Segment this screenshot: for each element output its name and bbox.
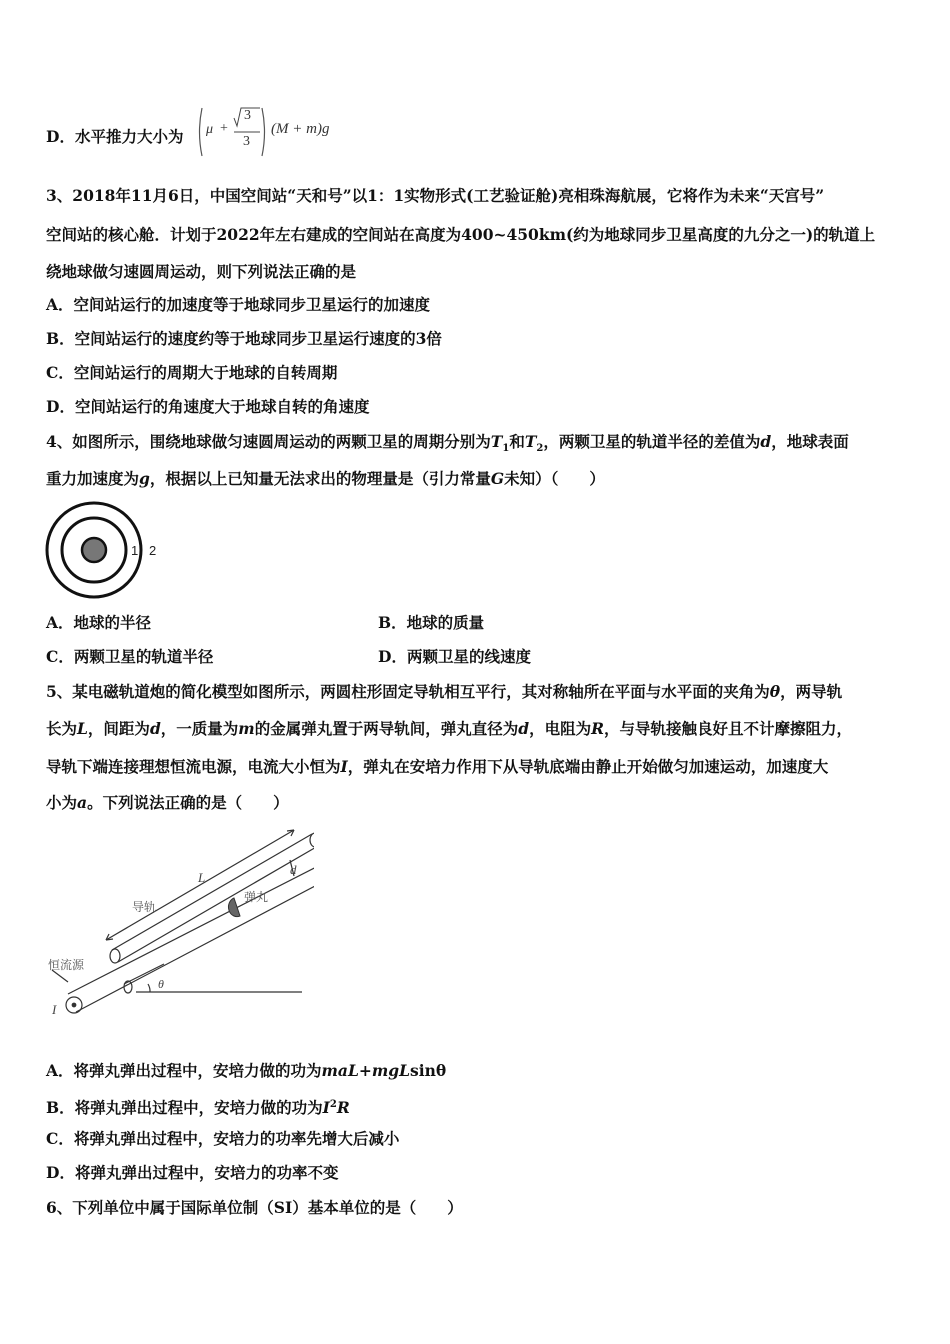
lower-rail-top xyxy=(68,862,314,994)
earth xyxy=(82,538,106,562)
q4-line1: 4、如图所示，围绕地球做匀速圆周运动的两颗卫星的周期分别为$T_1$和$T_2$，两颗卫星的轨道半径的差值为d，地球表面 xyxy=(46,432,849,455)
formula-box xyxy=(196,104,356,160)
q5-option-d: D．将弹丸弹出过程中，安培力的功率不变 xyxy=(46,1163,339,1182)
q3-option-d: D．空间站运行的角速度大于地球自转的角速度 xyxy=(46,397,370,416)
q5-line1: 5、某电磁轨道炮的简化模型如图所示，两圆柱形固定导轨相互平行，其对称轴所在平面与水平面的夹角为θ，两导轨 xyxy=(46,682,843,701)
q4-option-d: D．两颗卫星的线速度 xyxy=(378,647,531,666)
label-rail: 导轨 xyxy=(132,900,157,914)
q3-option-c: C．空间站运行的周期大于地球的自转周期 xyxy=(46,363,338,382)
label-ball: 弹丸 xyxy=(244,890,269,904)
q3-option-b: B．空间站运行的速度约等于地球同步卫星运行速度的3倍 xyxy=(46,329,442,348)
q5-line2: 长为L，间距为d，一质量为m的金属弹丸置于两导轨间，弹丸直径为d，电阻为R，与导轨接触良好且不计摩擦阻力， xyxy=(46,719,852,738)
orbit-label-2: 2 xyxy=(149,543,157,558)
label-d: d xyxy=(290,862,297,877)
q5-line4: 小为a。下列说法正确的是（ ） xyxy=(46,793,289,812)
railgun-figure xyxy=(44,822,314,1027)
label-theta: θ xyxy=(158,977,164,991)
upper-rail-end xyxy=(110,949,120,963)
railgun-svg xyxy=(44,822,314,1027)
prev-option-d: D．水平推力大小为 xyxy=(46,127,184,146)
q5-option-c: C．将弹丸弹出过程中，安培力的功率先增大后减小 xyxy=(46,1129,400,1148)
label-I: I xyxy=(52,1002,57,1017)
q4-option-a: A．地球的半径 xyxy=(46,613,152,632)
current-source-dot xyxy=(72,1003,76,1007)
label-source: 恒流源 xyxy=(48,958,85,972)
q5-option-a: A．将弹丸弹出过程中，安培力做的功为maL+mgLsinθ xyxy=(46,1061,447,1080)
q3-line2: 空间站的核心舱．计划于2022年左右建成的空间站在高度为400~450km(约为地球同步卫星高度的九分之一)的轨道上 xyxy=(46,225,876,244)
formula-sqrt-num: 3 xyxy=(244,108,251,123)
rail-front-end xyxy=(124,981,132,993)
q4-option-b: B．地球的质量 xyxy=(378,613,485,632)
formula-plus: + xyxy=(220,121,228,136)
formula-den: 3 xyxy=(243,134,250,149)
q3-option-a: A．空间站运行的加速度等于地球同步卫星运行的加速度 xyxy=(46,295,431,314)
q5-line3: 导轨下端连接理想恒流电源，电流大小恒为I，弹丸在安培力作用下从导轨底端由静止开始做匀加速运动，加速度大 xyxy=(46,757,829,776)
formula-tail: (M + m)g xyxy=(271,121,330,137)
orbit-figure xyxy=(44,500,164,600)
orbit-label-1: 1 xyxy=(131,543,139,558)
label-L: L xyxy=(198,870,206,885)
q4-line2: 重力加速度为g，根据以上已知量无法求出的物理量是（引力常量G未知）（ ） xyxy=(46,469,605,488)
upper-rail-top xyxy=(112,834,312,950)
orbit-figure-svg xyxy=(44,500,164,600)
q6-line1: 6、下列单位中属于国际单位制（SI）基本单位的是（ ） xyxy=(46,1198,463,1217)
theta-arc xyxy=(148,984,150,992)
formula-mu: μ xyxy=(206,122,214,137)
q4-option-c: C．两颗卫星的轨道半径 xyxy=(46,647,214,666)
q5-option-b: B．将弹丸弹出过程中，安培力做的功为$I^2R$ xyxy=(46,1098,350,1118)
q3-line3: 绕地球做匀速圆周运动，则下列说法正确的是 xyxy=(46,262,357,281)
q3-line1: 3、2018年11月6日，中国空间站“天和号”以1：1实物形式(工艺验证舱)亮相珠海航展，它将作为未来“天宫号” xyxy=(46,186,825,205)
